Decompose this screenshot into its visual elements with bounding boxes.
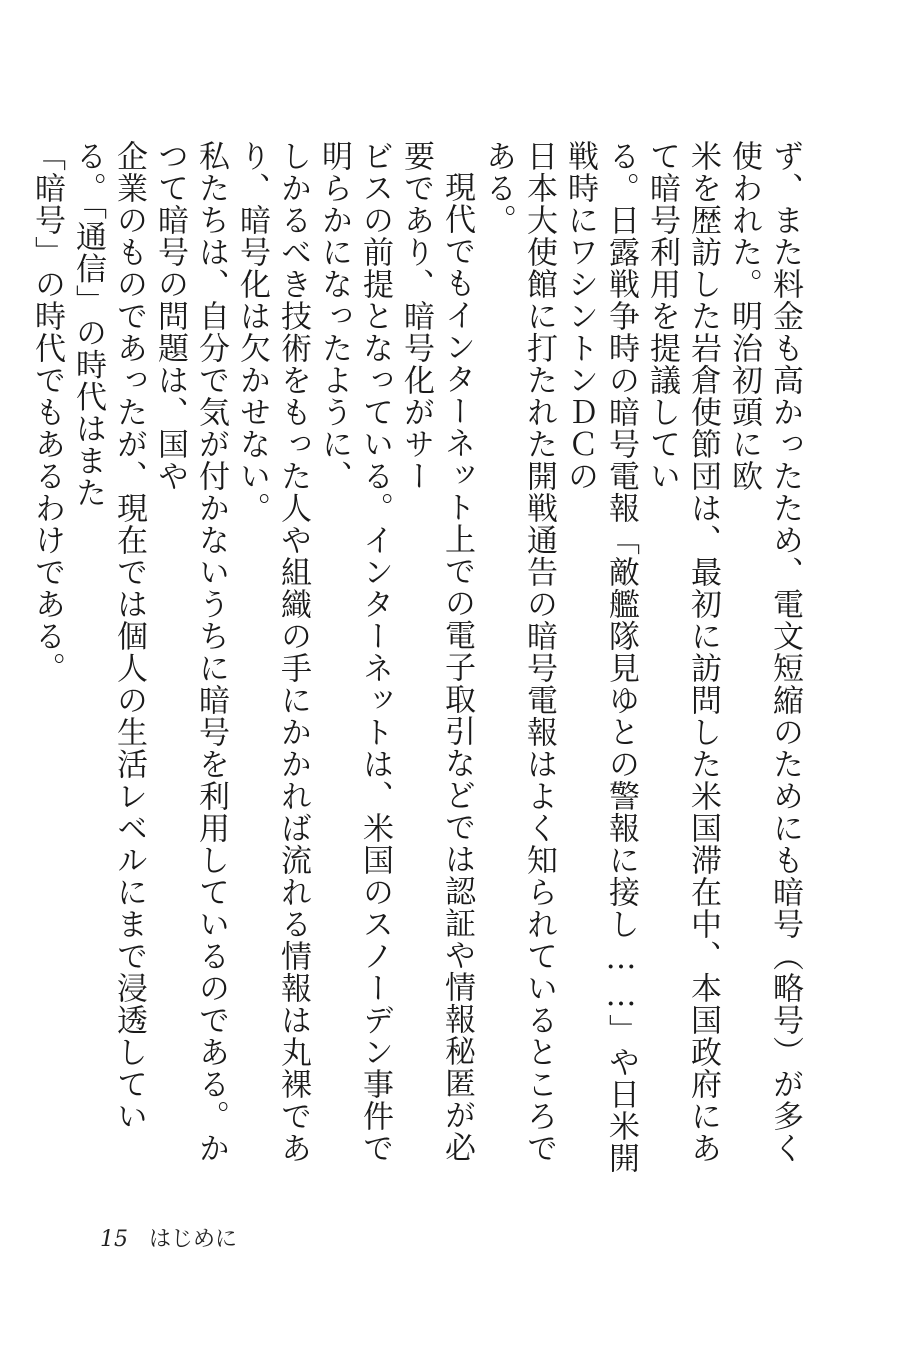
running-section-title: はじめに [149, 1227, 238, 1252]
text-line: 日本大使館に打たれた開戦通告の暗号電報はよく知られているところである。 [480, 140, 557, 1164]
text-line: 私たちは、自分で気が付かないうちに暗号を利用しているのである。かつて暗号の問題は、国や [152, 140, 229, 1164]
text-line: 「暗号」の時代でもあるわけである。 [29, 140, 65, 684]
text-line: 現代でもインターネット上での電子取引などでは認証や情報秘匿が必要であり、暗号化がサー [398, 140, 475, 1163]
text-line: 米を歴訪した岩倉使節団は、最初に訪問した米国滞在中、本国政府にあて暗号利用を提議してい [644, 140, 721, 1164]
text-line: る。日露戦争時の暗号電報「敵艦隊見ゆとの警報に接し……」や日米開戦時にワシントンＤＣの [562, 140, 639, 1174]
text-line: ず、また料金も高かったため、電文短縮のためにも暗号（略号）が多く使われた。明治初頭に欧 [726, 140, 803, 1164]
text-line: しかるべき技術をもった人や組織の手にかかれば流れる情報は丸裸であり、暗号化は欠かせない。 [234, 140, 311, 1164]
paragraph [26, 140, 477, 1190]
vertical-text-block [29, 140, 805, 1190]
paragraph [477, 140, 805, 1190]
text-line: ビスの前提となっている。インターネットは、米国のスノーデン事件で明らかになったように、 [316, 140, 393, 1164]
page-number: 15 [100, 1227, 128, 1252]
intro-paragraphs [26, 140, 805, 1190]
text-line: 企業のものであったが、現在では個人の生活レベルにまで浸透している。「通信」の時代はまた [70, 140, 147, 1132]
page-body [29, 140, 805, 1190]
page-footer [100, 1222, 237, 1253]
